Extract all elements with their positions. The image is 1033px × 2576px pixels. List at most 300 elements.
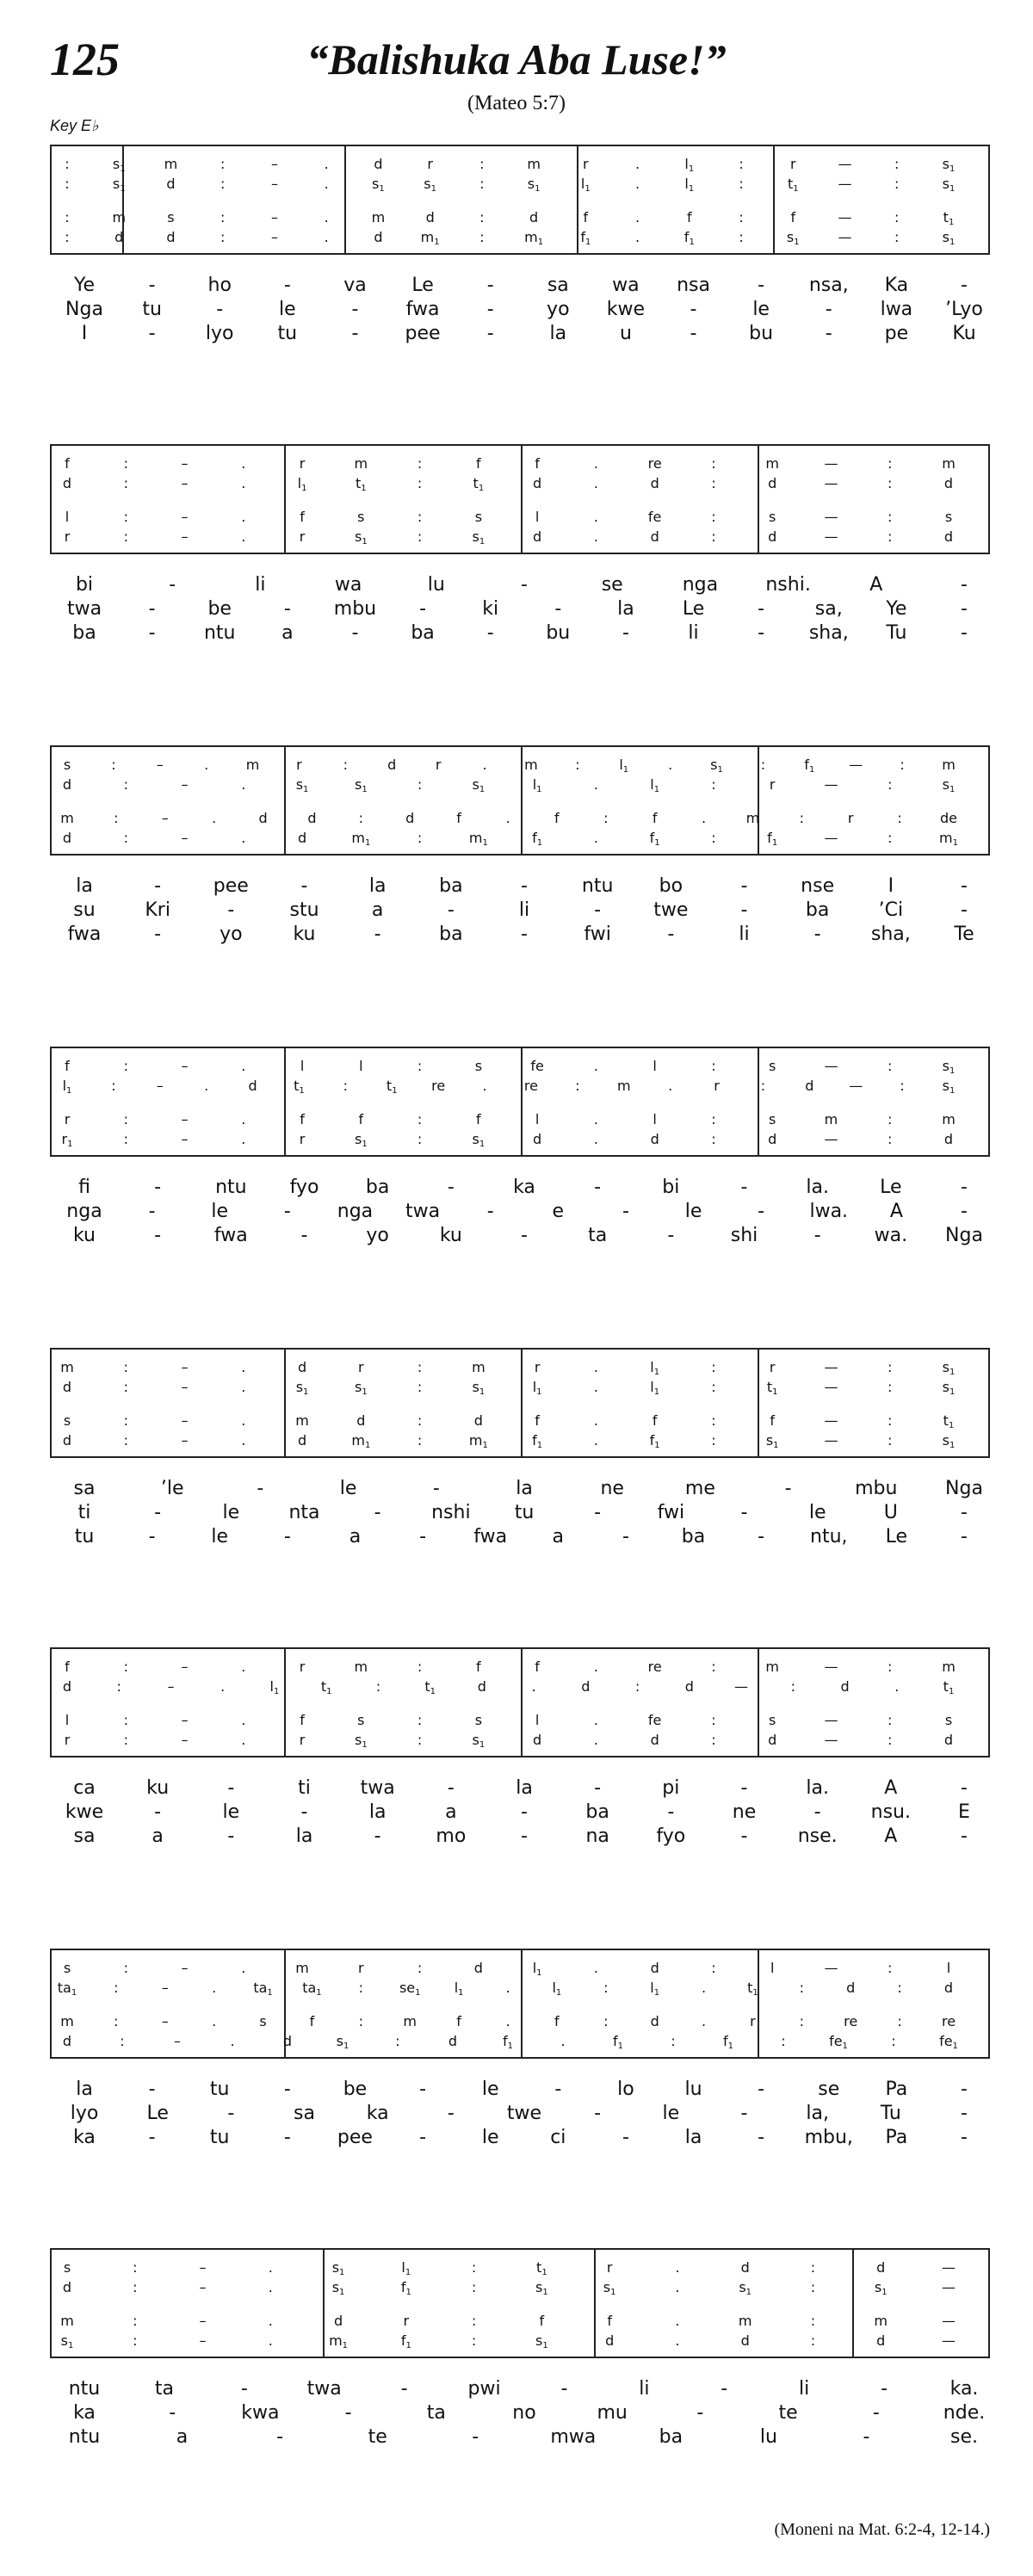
solfa-note: $t_1$	[943, 1412, 955, 1430]
solfa-row	[52, 2312, 992, 2331]
solfa-note: $se_1$	[399, 1980, 421, 1998]
solfa-note: –	[156, 1078, 164, 1094]
solfa-note: :	[417, 455, 423, 472]
solfa-note: $s_1$	[60, 2332, 74, 2351]
solfa-note: .	[241, 528, 246, 545]
lyric-syllable: la	[295, 1825, 313, 1847]
solfa-note: d	[405, 810, 415, 826]
solfa-note: $s_1$	[527, 176, 541, 194]
solfa-note: :	[711, 1111, 716, 1127]
solfa-note: :	[133, 2332, 138, 2349]
solfa-note: f	[539, 2313, 545, 2329]
scripture-reference: (Mateo 5:7)	[467, 92, 566, 114]
solfa-note: re	[941, 2013, 956, 2029]
solfa-note: :	[123, 1432, 128, 1449]
lyric-syllable: Le	[146, 2103, 169, 2124]
lyric-syllable: mwa	[550, 2426, 597, 2448]
lyric-syllable: -	[521, 875, 528, 897]
solfa-note: $s_1$	[331, 2279, 345, 2297]
solfa-note: .	[593, 475, 598, 491]
lyric-syllable: lo	[617, 2079, 634, 2100]
lyric-syllable: nsa	[677, 275, 710, 296]
solfa-note: .	[212, 2013, 217, 2029]
lyric-syllable: Nga	[65, 299, 103, 320]
solfa-note: –	[270, 156, 278, 172]
solfa-note: m	[524, 757, 538, 773]
solfa-note: —	[824, 1131, 838, 1147]
solfa-note: :	[417, 1379, 423, 1395]
lyric-syllable: a	[445, 1801, 457, 1823]
solfa-note: —	[838, 176, 852, 192]
solfa-note: .	[230, 2033, 235, 2049]
solfa-note: d	[297, 830, 307, 846]
solfa-note: $fe_1$	[829, 2033, 848, 2051]
song-number: 125	[50, 34, 120, 85]
solfa-note: m	[942, 455, 956, 472]
solfa-note: m	[942, 1111, 956, 1127]
solfa-row	[52, 208, 992, 227]
lyric-syllable: nse	[801, 875, 835, 897]
solfa-note: $f_1$	[400, 2332, 411, 2351]
lyric-syllable: pi	[662, 1777, 680, 1799]
lyric-syllable: nga	[66, 1201, 102, 1222]
solfa-note: :	[888, 528, 893, 545]
lyric-syllable: bu	[546, 622, 571, 644]
solfa-note: .	[593, 455, 598, 472]
lyric-syllable: Ku	[952, 323, 976, 344]
lyric-syllable: -	[961, 2103, 968, 2124]
solfa-note: f	[607, 2313, 612, 2329]
solfa-note: s	[167, 209, 175, 225]
solfa-note: –	[181, 528, 189, 545]
solfa-note: .	[482, 757, 487, 773]
solfa-note: fe	[530, 1058, 544, 1074]
solfa-note: $l_1$	[532, 1960, 542, 1978]
solfa-note: $s_1$	[942, 1078, 956, 1096]
lyric-syllable: te	[778, 2402, 798, 2424]
solfa-note: —	[824, 509, 838, 525]
lyric-syllable: le	[222, 1801, 240, 1823]
solfa-note: —	[824, 776, 838, 793]
lyric-syllable: nshi.	[765, 574, 811, 596]
solfa-note: :	[760, 757, 766, 773]
solfa-note: $s_1$	[739, 2279, 752, 2297]
solfa-note: d	[533, 1732, 542, 1748]
solfa-note: f	[456, 2013, 461, 2029]
lyric-syllable: -	[154, 1502, 162, 1523]
solfa-note: $m_1$	[420, 229, 440, 247]
solfa-note: –	[199, 2279, 207, 2295]
lyric-syllable: -	[758, 1526, 765, 1547]
lyric-syllable: -	[961, 574, 968, 596]
lyric-line	[50, 322, 990, 346]
solfa-note: :	[711, 455, 716, 472]
solfa-note: d	[387, 757, 397, 773]
lyric-syllable: A	[884, 1825, 898, 1847]
lyric-syllable: -	[521, 1825, 528, 1847]
lyric-syllable: -	[240, 2378, 248, 2400]
solfa-row	[52, 829, 992, 848]
solfa-note: f	[65, 1659, 70, 1675]
solfa-note: :	[760, 1078, 766, 1094]
solfa-note: :	[711, 1058, 716, 1074]
solfa-note: $s_1$	[336, 2033, 349, 2051]
solfa-note: .	[702, 2013, 707, 2029]
solfa-note: :	[894, 156, 900, 172]
lyric-syllable: nsu.	[870, 1801, 911, 1823]
lyric-syllable: -	[419, 1526, 427, 1547]
solfa-note: l	[770, 1960, 775, 1976]
solfa-note: f	[300, 1712, 305, 1728]
solfa-note: .	[531, 1678, 536, 1695]
solfa-note: r	[769, 1359, 776, 1375]
solfa-note: :	[888, 1359, 893, 1375]
solfa-note: :	[711, 1960, 716, 1976]
lyric-syllable: A	[884, 1777, 898, 1799]
solfa-note: :	[739, 176, 744, 192]
solfa-note: f	[790, 209, 796, 225]
solfa-row	[52, 454, 992, 473]
lyric-syllable: mu	[597, 2402, 628, 2424]
solfa-note: —	[824, 1432, 838, 1449]
solfa-note: $t_1$	[943, 209, 955, 227]
solfa-note: d	[297, 1359, 307, 1375]
solfa-note: –	[181, 1379, 189, 1395]
solfa-row	[52, 1057, 992, 1076]
solfa-note: de	[940, 810, 957, 826]
lyric-syllable: ka	[73, 2127, 96, 2148]
solfa-note: :	[888, 1960, 893, 1976]
solfa-note: –	[270, 176, 278, 192]
solfa-note: s	[63, 1412, 71, 1429]
solfa-note: d	[605, 2332, 615, 2349]
solfa-note: :	[116, 1678, 121, 1695]
lyric-syllable: -	[148, 598, 156, 620]
lyric-syllable: -	[825, 299, 832, 320]
solfa-row	[52, 1130, 992, 1149]
solfa-note: d	[768, 1732, 777, 1748]
solfa-note: d	[248, 1078, 257, 1094]
solfa-note: l	[300, 1058, 305, 1074]
solfa-note: :	[711, 528, 716, 545]
solfa-note: r	[358, 1359, 364, 1375]
lyric-syllable: ki	[482, 598, 499, 620]
lyric-syllable: -	[148, 2127, 156, 2148]
solfa-note: d	[333, 2313, 343, 2329]
lyric-syllable: -	[758, 598, 765, 620]
solfa-note: .	[505, 1980, 510, 1996]
lyric-syllable: kwe	[65, 1801, 104, 1823]
solfa-note: f	[652, 1412, 658, 1429]
lyric-syllable: sha,	[870, 924, 911, 945]
lyric-line	[50, 1501, 990, 1525]
solfa-note: $s_1$	[424, 176, 436, 194]
solfa-note: $s_1$	[942, 1359, 956, 1377]
solfa-note: f	[535, 1659, 540, 1675]
solfa-note: –	[181, 776, 189, 793]
solfa-note: .	[505, 810, 510, 826]
lyric-syllable: -	[594, 1777, 602, 1799]
solfa-note: $t_1$	[386, 1078, 398, 1096]
solfa-note: $m_1$	[468, 830, 488, 848]
music-system	[50, 745, 990, 969]
solfa-note: :	[810, 2332, 816, 2349]
solfa-note: :	[810, 2313, 816, 2329]
lyric-syllable: ne	[732, 1801, 757, 1823]
solfa-note: –	[161, 1980, 169, 1996]
solfa-note: m	[472, 1359, 486, 1375]
lyric-syllable: -	[740, 1825, 748, 1847]
solfa-note: s	[769, 1058, 776, 1074]
lyric-syllable: nga	[337, 1201, 374, 1222]
lyric-syllable: ntu	[68, 2426, 101, 2448]
solfa-note: f	[300, 1111, 305, 1127]
solfa-note: :	[711, 1379, 716, 1395]
solfa-note: r	[299, 528, 306, 545]
solfa-note: —	[942, 2332, 956, 2349]
song-title: “Balishuka Aba Luse!”	[306, 35, 727, 83]
solfa-note: –	[181, 1732, 189, 1748]
solfa-note: –	[181, 509, 189, 525]
solfa-note: d	[166, 176, 176, 192]
solfa-note: .	[635, 156, 640, 172]
solfa-note: m	[60, 2013, 74, 2029]
lyric-syllable: fyo	[289, 1177, 319, 1198]
lyric-syllable: le	[752, 299, 770, 320]
solfa-note: :	[891, 2033, 896, 2049]
solfa-note: m	[354, 1659, 368, 1675]
lyric-syllable: -	[594, 2103, 602, 2124]
solfa-note: f	[65, 1058, 70, 1074]
solfa-note: :	[65, 209, 70, 225]
solfa-note: d	[581, 1678, 591, 1695]
lyric-syllable: -	[554, 598, 562, 620]
lyric-syllable: twe	[506, 2103, 542, 2124]
solfa-note: m	[824, 1111, 838, 1127]
solfa-note: $f_1$	[649, 1432, 660, 1450]
lyric-syllable: ci	[550, 2127, 566, 2148]
solfa-row	[52, 775, 992, 794]
lyric-syllable: -	[216, 299, 224, 320]
solfa-note: :	[220, 229, 226, 245]
solfa-note: d	[356, 1412, 366, 1429]
lyric-syllable: be	[343, 2079, 368, 2100]
lyric-syllable: le	[222, 1502, 240, 1523]
solfa-note: $s_1$	[354, 1131, 368, 1149]
solfa-note: —	[849, 757, 863, 773]
solfa-note: d	[533, 528, 542, 545]
lyric-syllable: fi	[78, 1177, 90, 1198]
solfa-note: .	[241, 1732, 246, 1748]
lyric-syllable: tu	[74, 1526, 95, 1547]
lyric-syllable: -	[148, 275, 156, 296]
lyric-syllable: -	[690, 299, 697, 320]
lyric-syllable: -	[154, 875, 162, 897]
solfa-note: r	[358, 1960, 364, 1976]
lyric-syllable: -	[690, 323, 697, 344]
lyric-syllable: -	[472, 2426, 479, 2448]
solfa-note: $s_1$	[786, 229, 800, 247]
solfa-note: r	[64, 1732, 71, 1748]
solfa-note: d	[768, 528, 777, 545]
solfa-note: :	[634, 1678, 640, 1695]
lyric-syllable: sa	[73, 1478, 96, 1499]
lyric-syllable: bo	[659, 875, 684, 897]
lyric-line	[50, 1224, 990, 1248]
solfa-note: $s_1$	[535, 2279, 548, 2297]
lyric-syllable: -	[961, 1177, 968, 1198]
solfa-row	[52, 1378, 992, 1397]
lyric-syllable: -	[283, 2127, 291, 2148]
solfa-row	[52, 175, 992, 194]
solfa-note: :	[123, 528, 128, 545]
solfa-note: r	[583, 156, 589, 172]
lyric-syllable: -	[419, 2079, 427, 2100]
lyric-syllable: wa	[334, 574, 362, 596]
lyric-syllable: -	[154, 924, 162, 945]
solfa-note: .	[241, 1359, 246, 1375]
lyric-syllable: a	[152, 1825, 164, 1847]
solfa-note: :	[123, 1659, 128, 1675]
solfa-note: :	[711, 475, 716, 491]
lyric-syllable: -	[594, 1502, 602, 1523]
solfa-note: :	[711, 1359, 716, 1375]
solfa-note: .	[268, 2259, 273, 2276]
solfa-note: $t_1$	[536, 2259, 547, 2277]
lyric-syllable: wa.	[874, 1225, 908, 1246]
solfa-note: r	[534, 1359, 541, 1375]
lyric-syllable: le	[211, 1201, 229, 1222]
lyric-syllable: fyo	[656, 1825, 686, 1847]
solfa-note: :	[711, 1732, 716, 1748]
solfa-note: $l_1$	[62, 1078, 72, 1096]
solfa-note: :	[220, 156, 226, 172]
solfa-note: —	[824, 1960, 838, 1976]
solfa-note: $t_1$	[787, 176, 799, 194]
lyric-syllable: tu	[209, 2127, 230, 2148]
solfa-note: :	[711, 1712, 716, 1728]
solfa-note: d	[166, 229, 176, 245]
lyric-syllable: -	[961, 1526, 968, 1547]
lyric-syllable: bu	[749, 323, 774, 344]
solfa-note: d	[876, 2332, 886, 2349]
solfa-note: $s_1$	[942, 1379, 956, 1397]
lyric-syllable: mbu	[333, 598, 377, 620]
solfa-note: :	[123, 1131, 128, 1147]
solfa-note: l	[535, 1111, 540, 1127]
solfa-row	[52, 1412, 992, 1430]
lyric-syllable: kwe	[606, 299, 646, 320]
solfa-note: .	[324, 176, 329, 192]
lyric-syllable: twa	[306, 2378, 342, 2400]
solfa-note: f	[535, 1412, 540, 1429]
lyric-syllable: -	[344, 2402, 352, 2424]
lyric-syllable: mo	[436, 1825, 467, 1847]
solfa-note: $s_1$	[942, 176, 956, 194]
solfa-note: $s_1$	[942, 229, 956, 247]
lyric-syllable: lwa	[880, 299, 913, 320]
solfa-note: f	[652, 810, 658, 826]
solfa-note: .	[241, 1379, 246, 1395]
solfa-note: d	[876, 2259, 886, 2276]
solfa-note: :	[120, 2033, 125, 2049]
lyric-syllable: le	[662, 2103, 680, 2124]
solfa-note: –	[181, 1131, 189, 1147]
solfa-note: $s_1$	[472, 1379, 486, 1397]
solfa-note: :	[671, 2033, 676, 2049]
solfa-note: .	[894, 1678, 900, 1695]
solfa-note: d	[650, 1131, 659, 1147]
solfa-note: :	[417, 1412, 423, 1429]
solfa-note: .	[593, 1379, 598, 1395]
solfa-note: .	[241, 1131, 246, 1147]
solfa-note: :	[900, 1078, 905, 1094]
lyric-syllable: -	[667, 1801, 675, 1823]
solfa-note: r	[435, 757, 442, 773]
solfa-note: s	[944, 509, 953, 525]
solfa-note: $l_1$	[580, 176, 591, 194]
solfa-note: :	[417, 475, 423, 491]
solfa-note: :	[894, 229, 900, 245]
solfa-note: d	[473, 1960, 483, 1976]
lyric-syllable: ku	[439, 1225, 462, 1246]
solfa-note: s	[357, 1712, 365, 1728]
solfa-row	[52, 1711, 992, 1730]
lyric-syllable: -	[863, 2426, 870, 2448]
lyric-syllable: no	[512, 2402, 536, 2424]
lyric-syllable: li	[639, 2378, 650, 2400]
solfa-note: $l_1$	[650, 776, 660, 794]
solfa-note: :	[343, 757, 349, 773]
solfa-note: :	[417, 1432, 423, 1449]
lyric-syllable: -	[622, 2127, 629, 2148]
solfa-note: –	[181, 475, 189, 491]
solfa-note: :	[711, 1131, 716, 1147]
solfa-note: l	[65, 509, 70, 525]
solfa-note: :	[888, 509, 893, 525]
solfa-note: re	[523, 1078, 538, 1094]
lyric-syllable: ntu	[203, 622, 236, 644]
solfa-note: d	[650, 1960, 659, 1976]
music-system	[50, 145, 990, 368]
solfa-note: m	[738, 2313, 752, 2329]
solfa-note: $l_1$	[532, 1379, 542, 1397]
solfa-note: :	[888, 1379, 893, 1395]
lyric-syllable: li	[255, 574, 266, 596]
solfa-note: d	[768, 1131, 777, 1147]
solfa-note: l	[65, 1712, 70, 1728]
solfa-note: $s_1$	[112, 156, 126, 174]
lyric-syllable: yo	[547, 299, 570, 320]
solfa-note: .	[324, 209, 329, 225]
solfa-note: f	[535, 455, 540, 472]
solfa-note: f	[583, 209, 589, 225]
lyric-syllable: ’Lyo	[945, 299, 983, 320]
solfa-row	[52, 1979, 992, 1998]
solfa-note: f	[358, 1111, 364, 1127]
solfa-note: $l_1$	[684, 176, 695, 194]
lyric-syllable: -	[169, 2402, 176, 2424]
solfa-note: :	[123, 455, 128, 472]
solfa-note: r	[299, 1131, 306, 1147]
solfa-note: :	[711, 509, 716, 525]
solfa-note: .	[241, 475, 246, 491]
lyric-syllable: -	[696, 2402, 704, 2424]
lyric-syllable: pwi	[467, 2378, 501, 2400]
lyric-syllable: -	[154, 1801, 162, 1823]
solfa-note: :	[417, 1659, 423, 1675]
solfa-note: —	[824, 1058, 838, 1074]
